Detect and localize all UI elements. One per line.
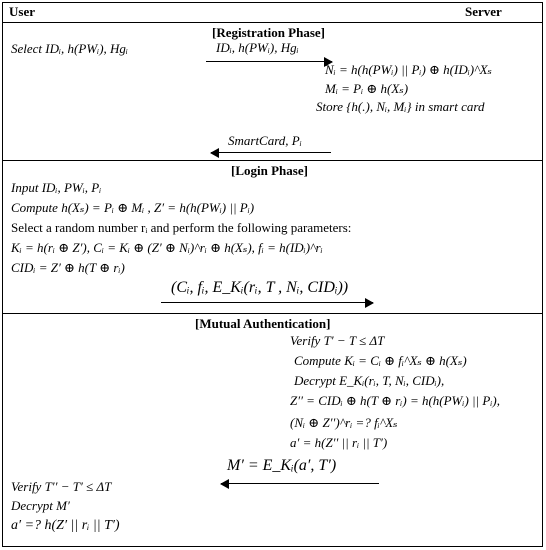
login-params-formula: Kᵢ = h(rᵢ ⊕ Z′), Cᵢ = Kᵢ ⊕ (Z′ ⊕ Nᵢ)^rᵢ ⊕ h(Xₛ), fᵢ = h(IDᵢ)^rᵢ — [11, 240, 323, 255]
user-verify-text: Verify T′′ − T′ ≤ ΔT — [11, 479, 112, 494]
auth-message-label: M′ = E_Kᵢ(a′, T′) — [227, 457, 337, 474]
smartcard-message-label: SmartCard, Pᵢ — [228, 133, 302, 148]
protocol-diagram — [2, 2, 543, 547]
server-verify-text: Verify T′ − T ≤ ΔT — [290, 333, 385, 348]
login-input-text: Input IDᵢ, PWᵢ, Pᵢ — [11, 180, 102, 195]
mi-formula: Mᵢ = Pᵢ ⊕ h(Xₛ) — [325, 81, 409, 96]
z-double-prime-formula: Z′′ = CIDᵢ ⊕ h(T ⊕ rᵢ) = h(h(PWᵢ) || Pᵢ), — [290, 393, 500, 408]
arrow-left-registration — [211, 148, 331, 158]
mutual-auth-title: [Mutual Authentication] — [195, 316, 331, 331]
ni-formula: Nᵢ = h(h(PWᵢ) || Pᵢ) ⊕ h(IDᵢ)^Xₛ — [325, 62, 492, 77]
login-title: [Login Phase] — [231, 163, 308, 178]
login-message-label: (Cᵢ, fᵢ, E_Kᵢ(rᵢ, T , Nᵢ, CIDᵢ)) — [171, 279, 349, 296]
user-column-header: User — [9, 4, 35, 19]
arrow-left-auth — [221, 479, 379, 489]
registration-message-label: IDᵢ, h(PWᵢ), Hgᵢ — [216, 40, 299, 55]
server-column-header: Server — [465, 4, 502, 19]
login-section — [3, 160, 542, 314]
registration-section — [3, 22, 542, 161]
login-compute-text: Compute h(Xₛ) = Pᵢ ⊕ Mᵢ , Z′ = h(h(PWᵢ) || Pᵢ) — [11, 200, 255, 215]
check-formula: (Nᵢ ⊕ Z′′)^rᵢ =? fᵢ^Xₛ — [290, 415, 398, 430]
login-select-text: Select a random number rᵢ and perform the following parameters: — [11, 220, 352, 235]
user-decrypt-text: Decrypt M′ — [11, 498, 70, 513]
a-prime-formula: a′ = h(Z′′ || rᵢ || T′) — [290, 435, 388, 450]
user-check-formula: a′ =? h(Z′ || rᵢ || T′) — [11, 518, 120, 533]
user-select-text: Select IDᵢ, h(PWᵢ), Hgᵢ — [11, 41, 128, 56]
server-decrypt-text: Decrypt E_Kᵢ(rᵢ, T, Nᵢ, CIDᵢ), — [294, 373, 445, 388]
arrow-right-login — [161, 298, 373, 308]
registration-title: [Registration Phase] — [212, 25, 326, 40]
mutual-auth-section — [3, 313, 542, 546]
header-row — [3, 3, 542, 23]
cid-formula: CIDᵢ = Z′ ⊕ h(T ⊕ rᵢ) — [11, 260, 125, 275]
arrow-right-registration — [206, 57, 332, 67]
store-text: Store {h(.), Nᵢ, Mᵢ} in smart card — [316, 99, 485, 114]
server-compute-text: Compute Kᵢ = Cᵢ ⊕ fᵢ^Xₛ ⊕ h(Xₛ) — [294, 353, 467, 368]
